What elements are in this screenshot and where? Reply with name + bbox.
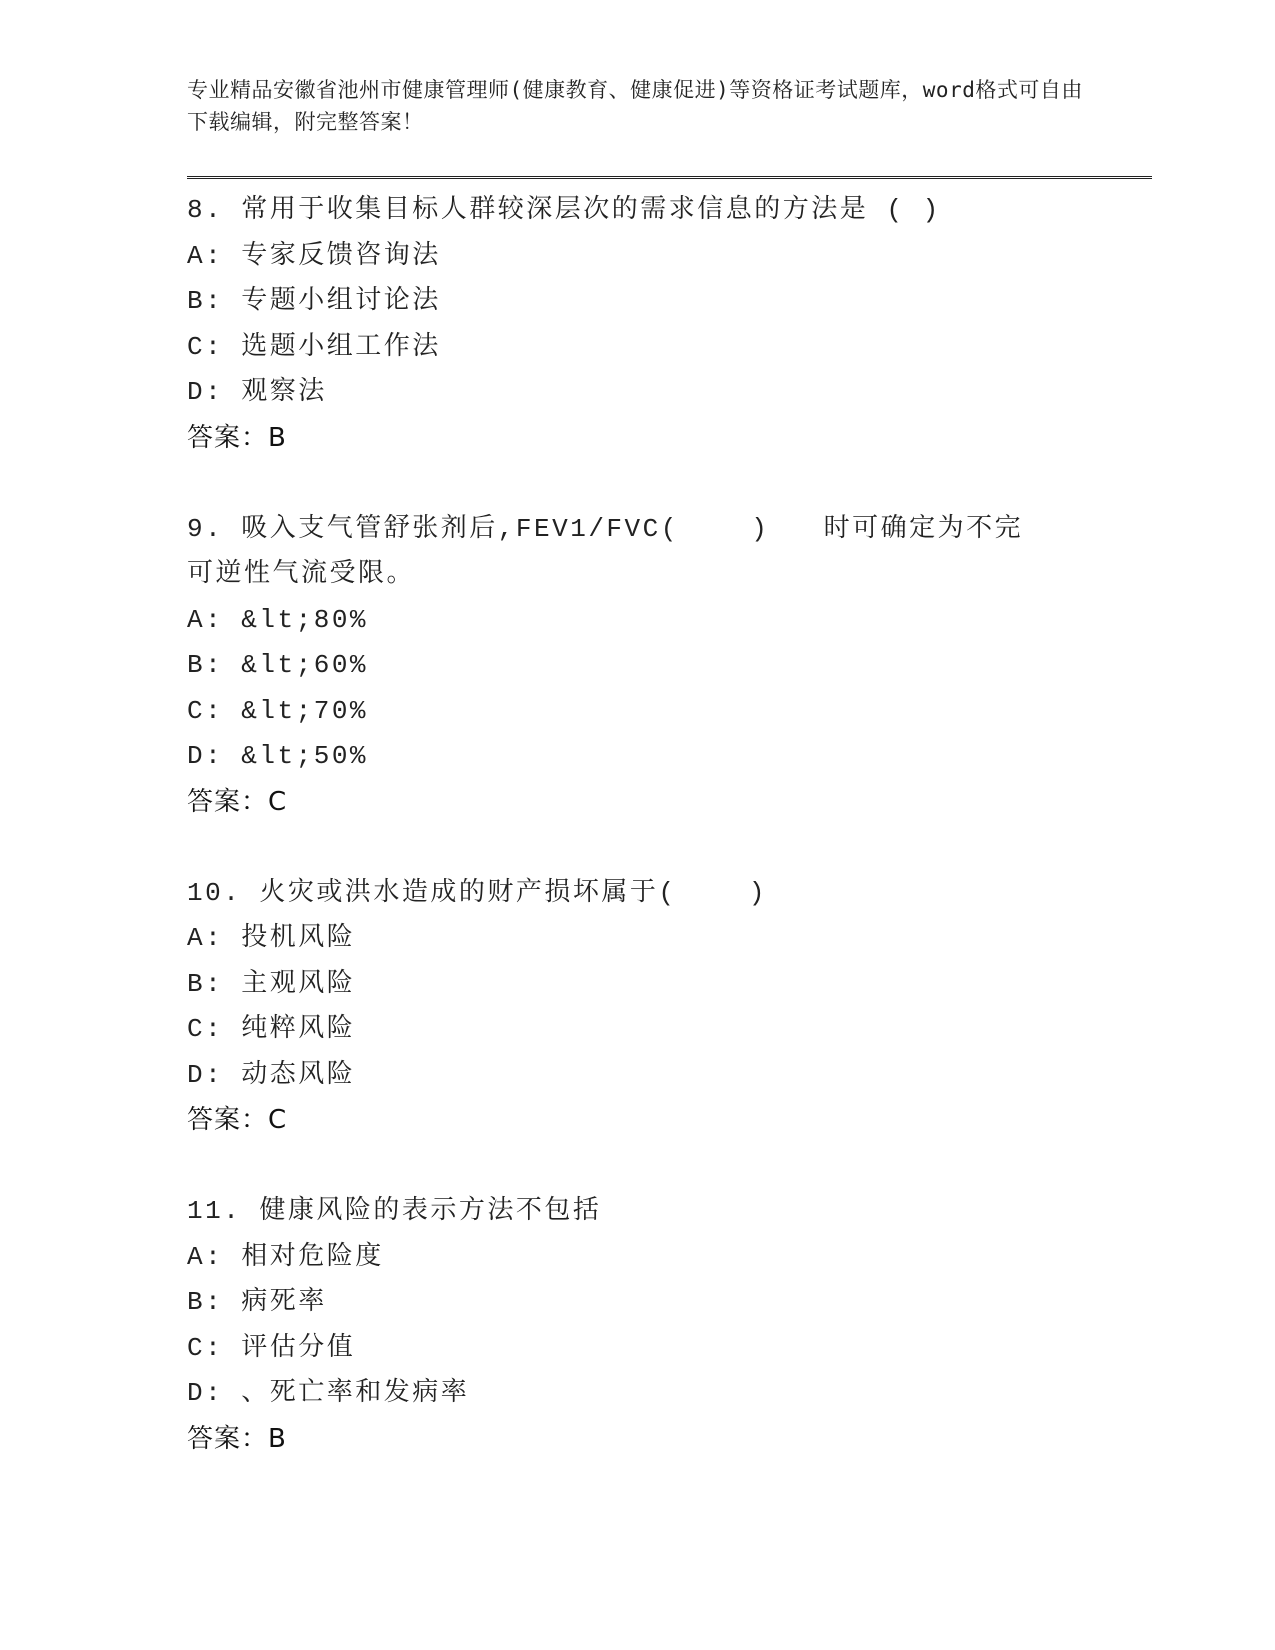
- option-d: D: &lt;50%: [187, 741, 369, 771]
- answer-label: 答案：B: [187, 422, 287, 453]
- option-c: C: 选题小组工作法: [187, 331, 441, 362]
- question-stem: 9. 吸入支气管舒张剂后,FEV1/FVC( ) 时可确定为不完可逆性气流受限。: [187, 513, 1024, 589]
- question-list: [187, 188, 1087, 1462]
- question-10: [187, 871, 1087, 1144]
- option-d: D: 、死亡率和发病率: [187, 1378, 470, 1408]
- option-c: C: 评估分值: [187, 1332, 356, 1363]
- option-c: C: &lt;70%: [187, 695, 369, 726]
- question-stem: 8. 常用于收集目标人群较深层次的需求信息的方法是 ( ): [187, 195, 941, 225]
- option-d: D: 观察法: [187, 377, 327, 407]
- answer-label: 答案：C: [187, 1105, 288, 1135]
- option-b: B: 主观风险: [187, 968, 356, 999]
- header-divider: [187, 176, 1152, 179]
- question-spacer: [187, 461, 1087, 507]
- question-stem: 11. 健康风险的表示方法不包括: [187, 1196, 602, 1226]
- option-a: A: 相对危险度: [187, 1241, 384, 1272]
- document-header: 专业精品安徽省池州市健康管理师(健康教育、健康促进)等资格证考试题库，word格式可自由下载编辑，附完整答案！: [187, 78, 1083, 134]
- option-b: B: 专题小组讨论法: [187, 286, 441, 316]
- answer-label: 答案：C: [187, 786, 288, 817]
- option-a: A: 投机风险: [187, 923, 356, 953]
- option-b: B: &lt;60%: [187, 650, 369, 680]
- question-spacer: [187, 1144, 1087, 1190]
- option-d: D: 动态风险: [187, 1059, 356, 1090]
- question-9: [187, 507, 1087, 826]
- option-c: C: 纯粹风险: [187, 1014, 356, 1044]
- answer-label: 答案：B: [187, 1423, 287, 1454]
- option-a: A: 专家反馈咨询法: [187, 240, 441, 271]
- question-spacer: [187, 825, 1087, 871]
- option-a: A: &lt;80%: [187, 604, 369, 635]
- question-stem: 10. 火灾或洪水造成的财产损坏属于( ): [187, 877, 768, 908]
- question-8: [187, 188, 1087, 461]
- option-b: B: 病死率: [187, 1287, 327, 1317]
- question-11: [187, 1189, 1087, 1462]
